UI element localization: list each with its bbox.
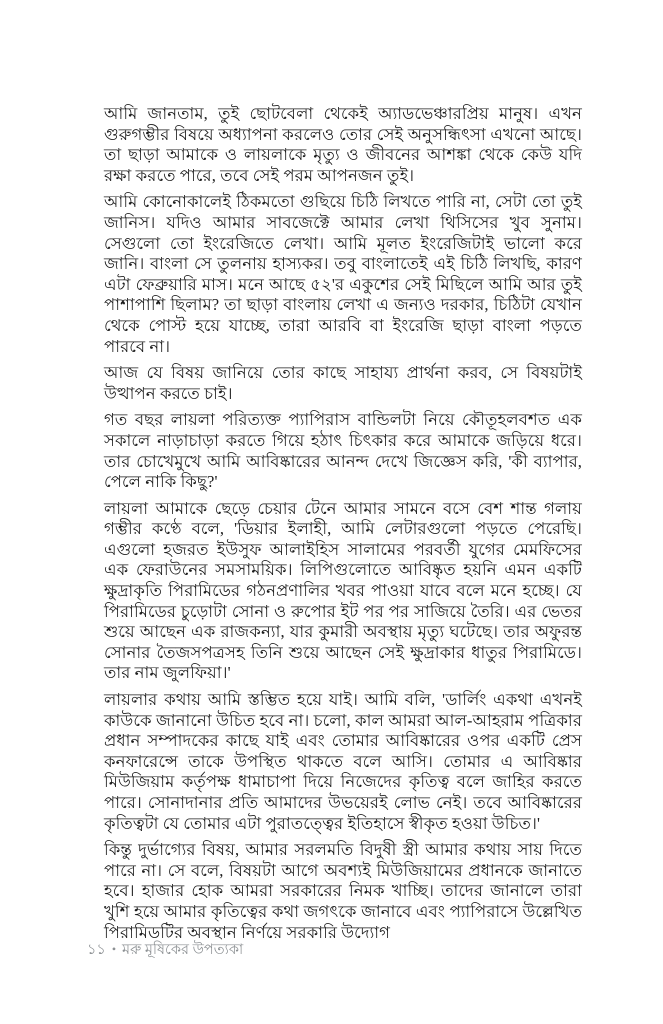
paragraph: আমি জানতাম, তুই ছোটবেলা থেকেই অ্যাডভেঞ্চারপ্রিয় মানুষ। এখন গুরুগম্ভীর বিষয়ে অধ্যাপনা করলেও তোর সেই অনুসন্ধিৎসা এখনো আছে। তা ছাড়া আমাকে ও লায়লাকে মৃত্যু ও জীবনের আশঙ্কা থেকে কেউ যদি রক্ষা করতে পারে, তবে সেই পরম আপনজন তুই। — [104, 104, 582, 185]
page-footer — [87, 940, 243, 960]
paragraph: কিন্তু দুর্ভাগ্যের বিষয়, আমার সরলমতি বিদুষী স্ত্রী আমার কথায় সায় দিতে পারে না। সে বলে, বিষয়টা আগে অবশ্যই মিউজিয়ামের প্রধানকে জানাতে হবে। হাজার হোক আমরা সরকারের নিমক খাচ্ছি। তাদের জানালে তারা খুশি হয়ে আমার কৃতিত্বের কথা জগৎকে জানাবে এবং প্যাপিরাসে উল্লেখিত পিরামিডটির অবস্থান নির্ণয়ে সরকারি উদ্যোগ — [104, 840, 582, 942]
page-body-text — [104, 104, 582, 949]
bullet-separator-icon: • — [111, 942, 117, 956]
book-title: মরু মূষিকের উপত্যকা — [122, 942, 244, 958]
paragraph: আমি কোনোকালেই ঠিকমতো গুছিয়ে চিঠি লিখতে পারি না, সেটা তো তুই জানিস। যদিও আমার সাবজেক্টে আমার লেখা থিসিসের খুব সুনাম। সেগুলো তো ইংরেজিতে লেখা। আমি মূলত ইংরেজিটাই ভালো করে জানি। বাংলা সে তুলনায় হাস্যকর। তবু বাংলাতেই এই চিঠি লিখছি, কারণ এটা ফেব্রুয়ারি মাস। মনে আছে ৫২'র একুশের সেই মিছিলে আমি আর তুই পাশাপাশি ছিলাম? তা ছাড়া বাংলায় লেখা এ জন্যও দরকার, চিঠিটা যেখান থেকে পোস্ট হয়ে যাচ্ছে, তারা আরবি বা ইংরেজি ছাড়া বাংলা পড়তে পারবে না। — [104, 192, 582, 356]
paragraph: গত বছর লায়লা পরিত্যক্ত প্যাপিরাস বান্ডিলটা নিয়ে কৌতূহলবশত এক সকালে নাড়াচাড়া করতে গিয়ে হঠাৎ চিৎকার করে আমাকে জড়িয়ে ধরে। তার চোখেমুখে আমি আবিষ্কারের আনন্দ দেখে জিজ্ঞেস করি, 'কী ব্যাপার, পেলে নাকি কিছু?' — [104, 410, 582, 492]
paragraph: লায়লার কথায় আমি স্তম্ভিত হয়ে যাই। আমি বলি, 'ডার্লিং একথা এখনই কাউকে জানানো উচিত হবে না। চলো, কাল আমরা আল-আহরাম পত্রিকার প্রধান সম্পাদকের কাছে যাই এবং তোমার আবিষ্কারের ওপর একটি প্রেস কনফারেন্সে তাকে উপস্থিত থাকতে বলে আসি। তোমার এ আবিষ্কার মিউজিয়াম কর্তৃপক্ষ ধামাচাপা দিয়ে নিজেদের কৃতিত্ব বলে জাহির করতে পারে। সোনাদানার প্রতি আমাদের উভয়েরই লোভ নেই। তবে আবিষ্কারের কৃতিত্বটা যে তোমার এটা পুরাতত্ত্বের ইতিহাসে স্বীকৃত হওয়া উচিত।' — [104, 690, 582, 833]
page-number: ১১ — [87, 942, 106, 958]
paragraph: লায়লা আমাকে ছেড়ে চেয়ার টেনে আমার সামনে বসে বেশ শান্ত গলায় গম্ভীর কণ্ঠে বলে, 'ডিয়ার ইলাহী, আমি লেটারগুলো পড়তে পেরেছি। এগুলো হজরত ইউসুফ আলাইহিস সালামের পরবর্তী যুগের মেমফিসের এক ফেরাউনের সমসাময়িক। লিপিগুলোতে আবিষ্কৃত হয়নি এমন একটি ক্ষুদ্রাকৃতি পিরামিডের গঠনপ্রণালির খবর পাওয়া যাবে বলে মনে হচ্ছে। যে পিরামিডের চুড়োটা সোনা ও রুপোর ইট পর পর সাজিয়ে তৈরি। এর ভেতর শুয়ে আছেন এক রাজকন্যা, যার কুমারী অবস্থায় মৃত্যু ঘটেছে। তার অফুরন্ত সোনার তৈজসপত্রসহ তিনি শুয়ে আছেন সেই ক্ষুদ্রাকার ধাতুর পিরামিডে। তার নাম জুলফিয়া।' — [104, 498, 582, 683]
paragraph: আজ যে বিষয় জানিয়ে তোর কাছে সাহায্য প্রার্থনা করব, সে বিষয়টাই উত্থাপন করতে চাই। — [104, 363, 582, 403]
